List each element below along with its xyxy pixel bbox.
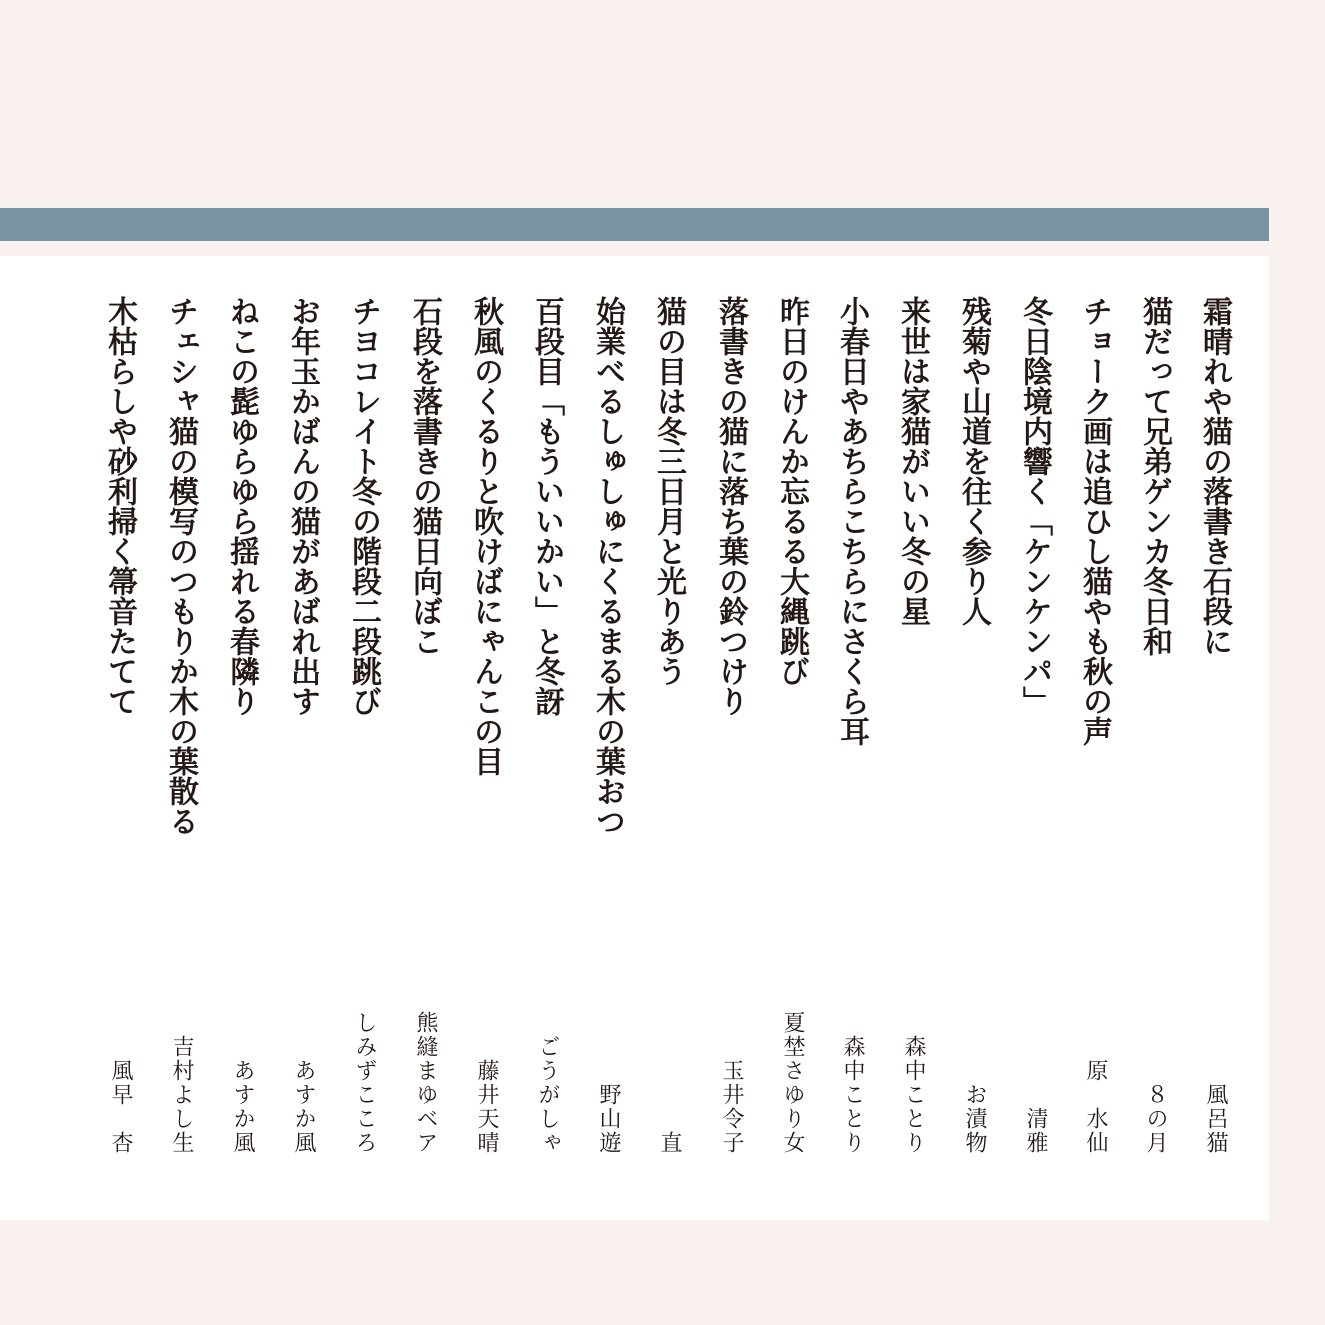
haiku-line: 始業べるしゅしゅにくるまる木の葉おつ — [590, 296, 625, 836]
author-name: あすか風 — [291, 1059, 316, 1155]
haiku-line: 百段目「もういいかい」と冬訝 — [529, 296, 564, 716]
haiku-line: チヨコレイト冬の階段二段跳び — [346, 296, 381, 716]
author-name: 原 水仙 — [1083, 1059, 1108, 1155]
author-name: 熊縫まゆベア — [413, 1011, 438, 1155]
haiku-line: チェシャ猫の模写のつもりか木の葉散る — [163, 296, 198, 836]
author-name: 夏埜さゆり女 — [780, 1011, 805, 1155]
author-name: 吉村よし生 — [169, 1035, 194, 1155]
author-name: 風早 杏 — [108, 1059, 133, 1155]
author-name: 直 — [657, 1131, 682, 1155]
author-name: 藤井天晴 — [474, 1059, 499, 1155]
haiku-line: 落書きの猫に落ち葉の鈴つけり — [713, 296, 748, 716]
author-name: 野山遊 — [596, 1083, 621, 1155]
haiku-line: 小春日やあちらこちらにさくら耳 — [834, 296, 869, 746]
haiku-line: 猫だって兄弟ゲンカ冬日和 — [1137, 296, 1172, 656]
haiku-line: 残菊や山道を往く参り人 — [956, 296, 991, 626]
header-band — [0, 208, 1269, 241]
haiku-line: 来世は家猫がいい冬の星 — [895, 296, 930, 626]
author-name: 森中ことり — [840, 1035, 865, 1155]
haiku-line: 木枯らしや砂利掃く箒音たてて — [102, 296, 137, 716]
haiku-line: ねこの髭ゆらゆら揺れる春隣り — [224, 296, 259, 716]
haiku-line: 猫の目は冬三日月と光りあう — [651, 296, 686, 686]
haiku-line: 石段を落書きの猫日向ぼこ — [407, 296, 442, 656]
author-name: 風呂猫 — [1203, 1083, 1228, 1155]
haiku-line: チョーク画は追ひし猫やも秋の声 — [1077, 296, 1112, 746]
haiku-line: お年玉かばんの猫があばれ出す — [285, 296, 320, 716]
author-name: 清雅 — [1023, 1107, 1048, 1155]
author-name: ８の月 — [1143, 1083, 1168, 1155]
haiku-line: 秋風のくるりと吹けばにゃんこの目 — [468, 296, 503, 776]
haiku-line: 霜晴れや猫の落書き石段に — [1197, 296, 1232, 656]
author-name: しみずこころ — [352, 1011, 377, 1155]
author-name: お漬物 — [962, 1083, 987, 1155]
author-name: ごうがしゃ — [535, 1035, 560, 1155]
haiku-line: 昨日のけんか忘るる大縄跳び — [774, 296, 809, 686]
haiku-line: 冬日陰境内響く「ケンケンパ」 — [1017, 296, 1052, 716]
author-name: 玉井令子 — [719, 1059, 744, 1155]
author-name: あすか風 — [230, 1059, 255, 1155]
author-name: 森中ことり — [901, 1035, 926, 1155]
